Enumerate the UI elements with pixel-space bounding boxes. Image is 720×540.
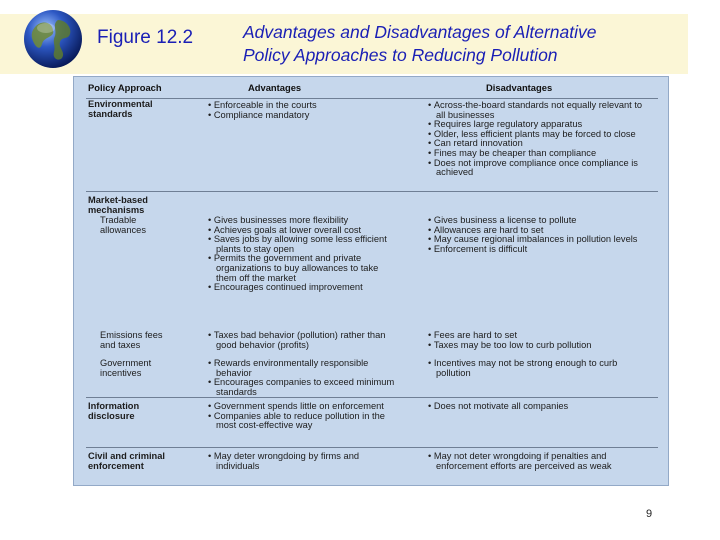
advantages-cell [208, 402, 398, 431]
list-item: • Fees are hard to set [428, 331, 646, 341]
list-item: • Enforceable in the courts [208, 101, 317, 111]
list-item: • May deter wrongdoing by firms and individuals [208, 452, 398, 471]
slide-title [243, 21, 683, 67]
policy-name-line: standards [88, 108, 133, 119]
title-line-1: Advantages and Disadvantages of Alternative [243, 22, 597, 42]
list-item: • Enforcement is difficult [428, 245, 646, 255]
globe-icon [22, 8, 84, 70]
policy-name-line: Emissions fees [100, 330, 163, 340]
header-policy-approach: Policy Approach [88, 82, 162, 93]
row-rule [86, 447, 658, 448]
list-item: • Gives businesses more flexibility [208, 216, 398, 226]
table-row-policy [100, 216, 146, 235]
disadvantages-cell [428, 402, 646, 412]
table-row-policy [88, 402, 139, 421]
list-item: • Allowances are hard to set [428, 226, 646, 236]
title-line-2: Policy Approaches to Reducing Pollution [243, 45, 558, 65]
list-item: • Does not improve compliance once compliance is achieved [428, 159, 646, 178]
policy-name-line: mechanisms [88, 204, 145, 215]
disadvantages-cell [428, 331, 646, 350]
list-item: • Saves jobs by allowing some less efficient plants to stay open [208, 235, 398, 254]
table-row-policy [88, 100, 153, 119]
advantages-cell [208, 101, 317, 120]
list-item: • May cause regional imbalances in pollution levels [428, 235, 646, 245]
list-item: • Rewards environmentally responsible behavior [208, 359, 398, 378]
advantages-cell [208, 359, 398, 397]
list-item: • Companies able to reduce pollution in the most cost-effective way [208, 412, 398, 431]
list-item: • Older, less efficient plants may be forced to close [428, 130, 646, 140]
header-disadvantages: Disadvantages [486, 82, 553, 93]
list-item: • Taxes bad behavior (pollution) rather than good behavior (profits) [208, 331, 398, 350]
list-item: • Gives business a license to pollute [428, 216, 646, 226]
list-item: • Fines may be cheaper than compliance [428, 149, 646, 159]
list-item: • Does not motivate all companies [428, 402, 646, 412]
list-item: • Government spends little on enforcement [208, 402, 398, 412]
row-rule [86, 397, 658, 398]
policy-name-line: Tradable [100, 215, 137, 225]
section-heading-market-based [88, 196, 148, 215]
policy-name-line: Environmental [88, 99, 153, 109]
table-row-policy [100, 331, 163, 350]
figure-label: Figure 12.2 [97, 27, 194, 48]
advantages-cell [208, 452, 398, 471]
disadvantages-cell [428, 452, 646, 471]
list-item: • Compliance mandatory [208, 111, 317, 121]
disadvantages-cell [428, 216, 646, 254]
table-header [88, 82, 654, 96]
disadvantages-cell [428, 101, 646, 178]
advantages-cell [208, 331, 398, 350]
list-item: • Encourages companies to exceed minimum standards [208, 378, 398, 397]
table-row-policy [100, 359, 151, 378]
header-advantages: Advantages [248, 82, 302, 93]
policy-name-line: enforcement [88, 460, 144, 471]
policy-name-line: disclosure [88, 410, 135, 421]
list-item: • Across-the-board standards not equally relevant to all businesses [428, 101, 646, 120]
list-item: • Can retard innovation [428, 139, 646, 149]
list-item: • Achieves goals at lower overall cost [208, 226, 398, 236]
table-row-policy [88, 452, 165, 471]
policy-name-line: Market-based [88, 195, 148, 205]
policy-table [73, 76, 669, 486]
policy-name-line: Government [100, 358, 152, 368]
policy-name-line: incentives [100, 367, 142, 378]
header-rule [86, 98, 658, 99]
disadvantages-cell [428, 359, 646, 378]
list-item: • Encourages continued improvement [208, 283, 398, 293]
list-item: • Taxes may be too low to curb pollution [428, 341, 646, 351]
policy-name-line: allowances [100, 224, 146, 235]
advantages-cell [208, 216, 398, 293]
policy-name-line: and taxes [100, 339, 141, 350]
policy-name-line: Information [88, 401, 140, 411]
page-number: 9 [646, 508, 653, 520]
list-item: • Requires large regulatory apparatus [428, 120, 646, 130]
list-item: • Permits the government and private organizations to buy allowances to take them off the market [208, 254, 398, 283]
policy-name-line: Civil and criminal [88, 451, 165, 461]
list-item: • May not deter wrongdoing if penalties and enforcement efforts are perceived as weak [428, 452, 646, 471]
row-rule [86, 191, 658, 192]
list-item: • Incentives may not be strong enough to curb pollution [428, 359, 646, 378]
